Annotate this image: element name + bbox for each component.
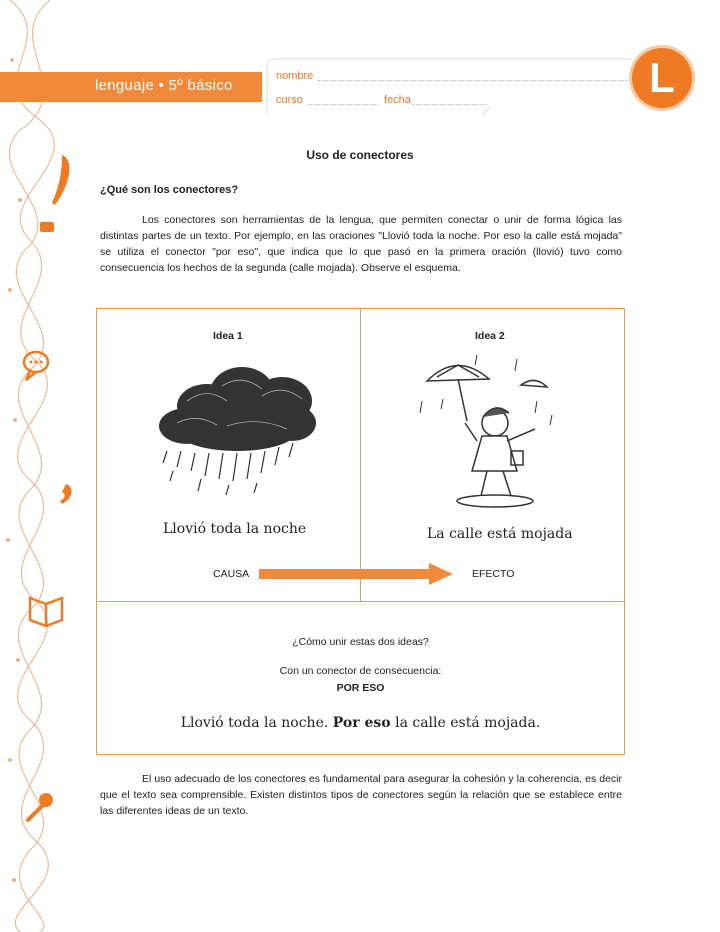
header-frame xyxy=(262,55,642,120)
idea2-label: Idea 2 xyxy=(475,330,505,342)
final-sentence-connector: Por eso xyxy=(332,715,391,731)
closing-paragraph-text: El uso adecuado de los conectores es fundamental para asegurar la cohesión y la coherencia, es decir que el texto sea comprensible. Existen distintos tipos de conectores según la relación que se establece entre las diferentes ideas de un texto. xyxy=(100,773,622,817)
final-sentence-part1: Llovió toda la noche. xyxy=(180,715,329,731)
subject-separator: • xyxy=(158,77,165,94)
idea2-text: La calle está mojada xyxy=(427,526,573,542)
final-sentence xyxy=(97,715,624,731)
final-sentence-part2: la calle está mojada. xyxy=(395,715,541,731)
idea1-text: Llovió toda la noche xyxy=(163,521,307,537)
date-label: fecha xyxy=(384,94,411,106)
feather-icon xyxy=(40,155,69,232)
cause-label: CAUSA xyxy=(213,568,250,580)
subject-label xyxy=(95,77,233,94)
horizontal-divider xyxy=(97,601,624,602)
decorative-margin xyxy=(0,0,90,932)
section-question: ¿Qué son los conectores? xyxy=(100,184,239,196)
subject-name: lenguaje xyxy=(95,77,155,94)
cause-effect-arrow xyxy=(257,562,457,586)
rain-cloud-illustration xyxy=(147,351,327,501)
child-umbrella-illustration xyxy=(417,351,567,511)
speech-bubble-icon xyxy=(24,352,48,380)
how-question: ¿Cómo unir estas dos ideas? xyxy=(292,636,429,648)
comma-icon xyxy=(60,484,72,504)
page-title: Uso de conectores xyxy=(306,148,414,162)
subject-badge: L xyxy=(632,48,692,108)
book-icon xyxy=(30,598,62,626)
course-label: curso xyxy=(276,94,303,106)
closing-paragraph xyxy=(100,771,622,819)
microphone-icon xyxy=(28,793,53,820)
connector-intro: Con un conector de consecuencia: xyxy=(279,665,442,677)
intro-paragraph xyxy=(100,212,622,276)
intro-paragraph-text: Los conectores son herramientas de la lengua, que permiten conectar o unir de forma lógica las distintas partes de un texto. Por ejemplo, en las oraciones "Llovió toda la noche. Por eso la calle está mojada" se utiliza el conector "por eso", que indica que lo que pasó en la primera oración (llovió) tuvo como consecuencia los hechos de la segunda (calle mojada). Observe el esquema. xyxy=(100,214,622,274)
scheme-box xyxy=(96,308,625,755)
effect-label: EFECTO xyxy=(472,568,515,580)
vertical-divider xyxy=(360,309,361,601)
idea1-label: Idea 1 xyxy=(213,330,243,342)
connector-name: POR ESO xyxy=(336,682,385,694)
name-label: nombre xyxy=(276,70,314,82)
grade-label: 5º básico xyxy=(168,77,233,94)
